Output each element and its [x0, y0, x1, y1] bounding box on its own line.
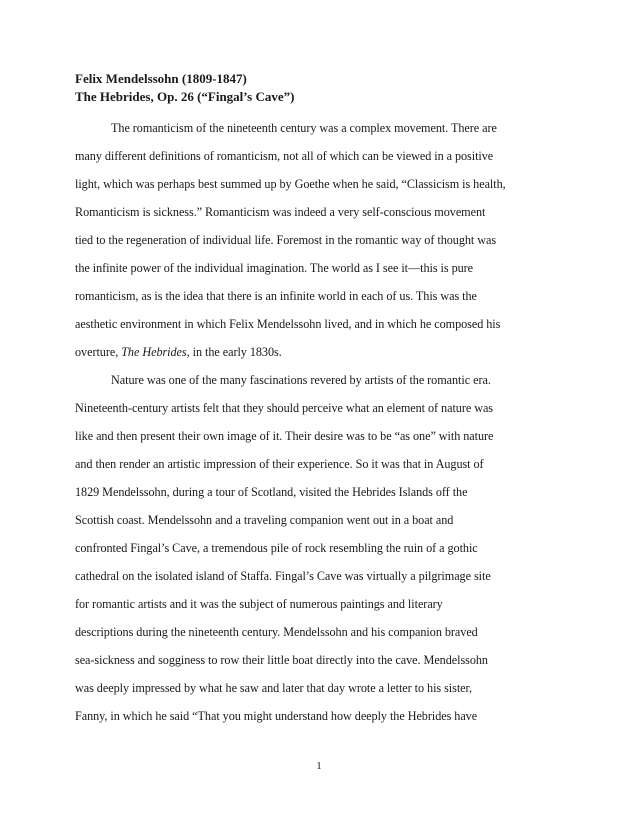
text-line: 1829 Mendelssohn, during a tour of Scotland, visited the Hebrides Islands off the	[75, 485, 468, 499]
text-segment: overture,	[75, 345, 122, 359]
text-line: Nineteenth-century artists felt that they should perceive what an element of nature was	[75, 401, 493, 415]
text-line: Romanticism is sickness.” Romanticism was indeed a very self-conscious movement	[75, 205, 486, 219]
heading-composer: Felix Mendelssohn (1809-1847)	[75, 71, 247, 86]
text-line: light, which was perhaps best summed up by Goethe when he said, “Classicism is health,	[75, 177, 506, 191]
text-line: confronted Fingal’s Cave, a tremendous pile of rock resembling the ruin of a gothic	[75, 541, 478, 555]
text-line: romanticism, as is the idea that there is an infinite world in each of us. This was the	[75, 289, 477, 303]
body-text	[75, 114, 575, 730]
text-line: Scottish coast. Mendelssohn and a traveling companion went out in a boat and	[75, 513, 454, 527]
text-line	[75, 338, 575, 366]
text-line: and then render an artistic impression of their experience. So it was that in August of	[75, 457, 484, 471]
paragraph-first-line: The romanticism of the nineteenth century was a complex movement. There are	[111, 121, 497, 135]
text-line: was deeply impressed by what he saw and later that day wrote a letter to his sister,	[75, 681, 473, 695]
page-number: 1	[316, 760, 322, 772]
text-line: aesthetic environment in which Felix Mendelssohn lived, and in which he composed his	[75, 317, 501, 331]
text-line: like and then present their own image of it. Their desire was to be “as one” with nature	[75, 429, 494, 443]
text-segment: , in the early 1830s.	[186, 345, 282, 359]
heading-work-title: The Hebrides, Op. 26 (“Fingal’s Cave”)	[75, 89, 295, 104]
text-line: many different definitions of romanticism, not all of which can be viewed in a positive	[75, 149, 494, 163]
text-line: sea-sickness and sogginess to row their little boat directly into the cave. Mendelssohn	[75, 653, 488, 667]
text-line: for romantic artists and it was the subject of numerous paintings and literary	[75, 597, 443, 611]
document-heading	[75, 70, 575, 106]
text-line: descriptions during the nineteenth century. Mendelssohn and his companion braved	[75, 625, 478, 639]
text-line: cathedral on the isolated island of Staffa. Fingal’s Cave was virtually a pilgrimage site	[75, 569, 491, 583]
text-line: the infinite power of the individual imagination. The world as I see it—this is pure	[75, 261, 474, 275]
italic-work-title: The Hebrides	[121, 345, 187, 359]
paragraph-first-line: Nature was one of the many fascinations revered by artists of the romantic era.	[111, 373, 491, 387]
text-line: tied to the regeneration of individual life. Foremost in the romantic way of thought was	[75, 233, 497, 247]
text-line: Fanny, in which he said “That you might understand how deeply the Hebrides have	[75, 709, 478, 723]
